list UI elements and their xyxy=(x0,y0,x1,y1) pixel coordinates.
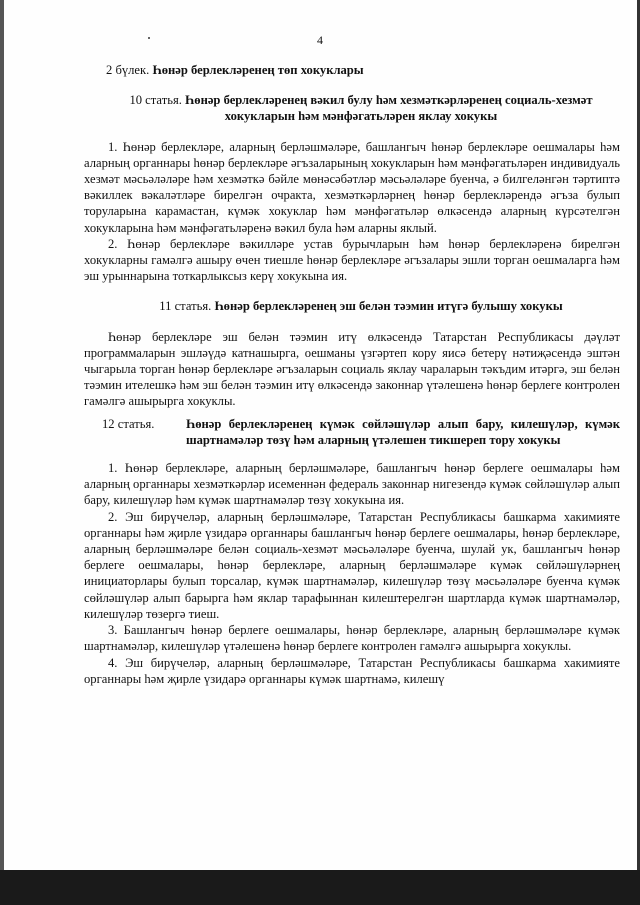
article-12-heading xyxy=(102,416,620,448)
article-12-paragraph-4: 4. Эш бирүчеләр, аларның берләшмәләре, Татарстан Республикасы башкарма хакимияте органнары һәм җирле үзидарә органнары күмәк шартнамә, килешү xyxy=(84,655,620,686)
scan-left-edge xyxy=(0,0,4,870)
article-12-paragraph-2: 2. Эш бирүчеләр, аларның берләшмәләре, Татарстан Республикасы башкарма хакимияте органнары һәм җирле үзидарә органнары башлангыч һөнәр берлеге оешмалары, һөнәр берлекләре, аларның берләшмәләре белән социаль-хезмәт мәсьәләләре буенча, шулай ук, башлангыч һөнәр берлеге оешмалары, һөнәр берлекләре, аларның берләшмәләре күмәк сөйләшүләрнең инициаторлары булып торсалар, күмәк шартнамәләр, килешүләр төзү мәсьәләләре буенча күмәк сөйләшүләр алып барырга һәм яклар тарафыннан килештерелгән шартларда күмәк шартнамәләр, килешүләр төзергә тиеш. xyxy=(84,509,620,621)
document-body xyxy=(84,62,620,687)
article-10-label: 10 статья. xyxy=(129,93,182,108)
article-12-label: 12 статья. xyxy=(102,416,155,431)
article-11-title: Һөнәр берлекләренең эш белән тәэмин итүгә булышу хокукы xyxy=(214,299,563,314)
article-11-label: 11 статья. xyxy=(159,299,212,314)
article-12-paragraph-3: 3. Башлангыч һөнәр берлеге оешмалары, һөнәр берлекләре, аларның берләшмәләре күмәк шартнамәләр, килешүләр үтәлешенә һөнәр берлеге контролен гамәлгә ашырырга хокуклы. xyxy=(84,623,620,654)
article-11-paragraph-1: Һөнәр берлекләре эш белән тәэмин итү өлкәсендә Татарстан Республикасы дәүләт программаларын эшләүдә катнашырга, оешманы үзгәртеп кору яисә бетерү нәтиҗәсендә эштән чыгарыла торган һөнәр берлекләре әгъзаларын социаль яклау чараларын тәкъдим итәргә, эш белән тәэмин ителешкә һәм эш белән тәэмин итү өлкәсендә законнар үтәлешенә һөнәр берлеге контролен гамәлгә ашырырга хокуклы. xyxy=(84,329,620,409)
article-10-heading xyxy=(102,92,620,124)
scan-bottom-border xyxy=(0,870,640,905)
chapter-heading xyxy=(106,62,620,78)
chapter-title: Һөнәр берлекләренең төп хокуклары xyxy=(152,63,364,77)
article-10-title: Һөнәр берлекләренең вәкил булу һәм хезмәткәрләренең социаль-хезмәт хокукларын һәм мәнфәгатьләрен яклау хокукы xyxy=(185,93,593,124)
article-12-paragraph-1: 1. Һөнәр берлекләре, аларның берләшмәләре, башлангыч һөнәр берлеге оешмалары һәм аларның органнары хезмәткәрләр исеменнән федераль законнар нигезендә күмәк сөйләшүләр алып бару, килешүләр һәм күмәк шартнамәләр төзү хокукына ия. xyxy=(84,461,620,508)
article-10-paragraph-2: 2. Һөнәр берлекләре вәкилләре устав бурычларын һәм һөнәр берлекләренә бирелгән хокукларны гамәлгә ашыру өчен тиешле һөнәр берлекләре әгъзалары эшли торган оешмаларга һәм эш урыннарына тоткарлыксыз керү хокукына ия. xyxy=(84,236,620,284)
article-11-heading xyxy=(102,298,620,314)
article-10-paragraph-1: 1. Һөнәр берлекләре, аларның берләшмәләре, башлангыч һөнәр берлекләре оешмалары һәм аларның органнары һөнәр берлекләре әгъзаларының хокукларын һәм мәнфәгатьләрен индивидуаль хезмәт мәсьәләләре һәм хезмәткә бәйле мөнәсәбәтләр мәсьәләләре буенча, ә билгеләнгән тәртиптә вәкиллек вәкаләтләре бирелгән очракта, хезмәткәрләрнең һөнәр берлекләрендә әгъза булып торуларына карамастан, күмәк хокуклар һәм мәнфәгатьләр өлкәсендә аларның күрсәтелгән хокукларына һәм мәнфәгатьләренә вәкил була һәм аларны яклый. xyxy=(84,139,620,235)
article-12-title: Һөнәр берлекләренең күмәк сөйләшүләр алып бару, килешүләр, күмәк шартнамәләр төзү һәм аларның үтәлешен тикшереп тору хокукы xyxy=(186,416,620,447)
chapter-label: 2 бүлек. xyxy=(106,63,150,77)
page-number: 4 xyxy=(317,33,323,47)
